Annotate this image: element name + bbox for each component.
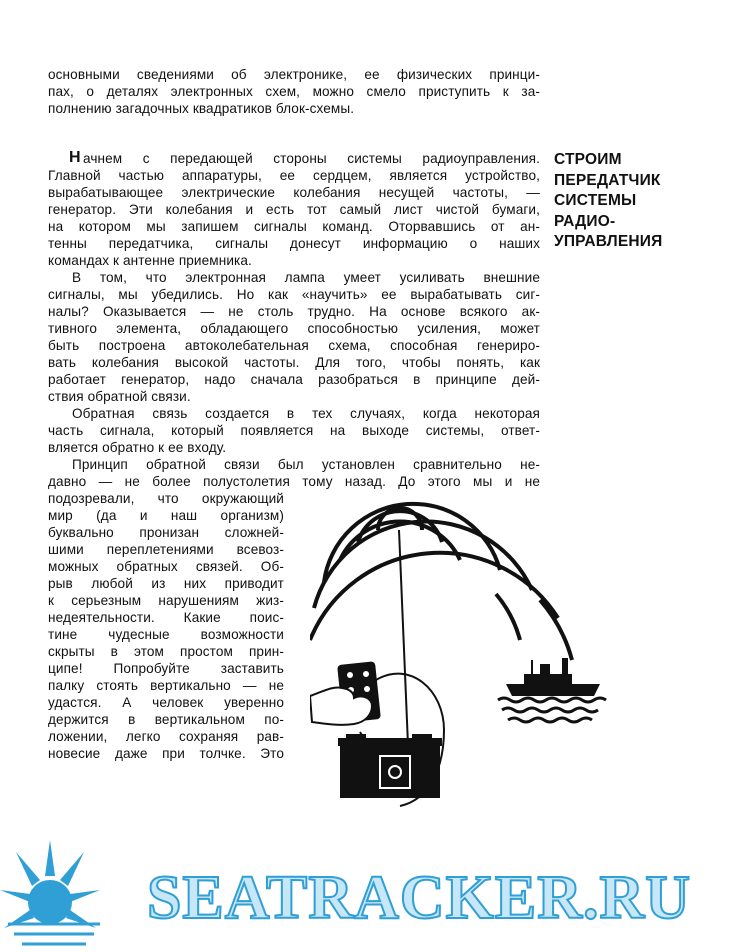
text-line: ачнем с передающей стороны системы радиоуправления. <box>83 151 540 166</box>
text-line: тивного элемента, обладающего способностью усиления, может <box>48 321 540 336</box>
antenna <box>399 530 408 745</box>
section-heading <box>554 150 694 253</box>
section-heading-line: РАДИО- <box>554 212 616 230</box>
text-line: удастся. А человек уверенно <box>48 695 284 710</box>
section-heading-line: СТРОИМ <box>554 151 622 168</box>
text-line: тине чудесные возможности <box>48 627 284 642</box>
text-line: В том, что электронная лампа умеет усиливать внешние <box>72 270 540 285</box>
text-line: налы? Оказывается — не столь трудно. На основе всякого ак- <box>48 304 540 319</box>
text-line: скрыты в этом простом прин- <box>48 644 284 659</box>
text-line: подозревали, что окружающий <box>48 491 284 506</box>
text-line: палку стоять вертикально — не <box>48 678 284 693</box>
intro-line: полнению загадочных квадратиков блок-схемы. <box>48 101 355 116</box>
text-line: часть сигнала, который появляется на выходе системы, ответ- <box>48 423 540 438</box>
radio-wave-arc <box>496 594 520 640</box>
intro-line: основными сведениями об электронике, ее физических принци- <box>48 67 540 82</box>
text-line: можных обратных связей. Об- <box>48 559 284 574</box>
text-line: мир (да и наш организм) <box>48 508 284 523</box>
text-line: Принцип обратной связи был установлен сравнительно не- <box>72 457 540 472</box>
text-line: держится в вертикальном по- <box>48 712 284 727</box>
section-heading-line: УПРАВЛЕНИЯ <box>554 233 663 250</box>
text-line: шими переплетениями всевоз- <box>48 542 284 557</box>
radio-wave-arc <box>540 600 572 660</box>
sea-waves <box>498 698 606 722</box>
text-line: быть построена автоколебательная схема, способная генериро- <box>48 338 540 353</box>
intro-line: пах, о деталях электронных схем, можно смело приступить к за- <box>48 84 540 99</box>
section-heading-line: ПЕРЕДАТЧИК <box>554 171 661 189</box>
text-line: вырабатывающее электрические колебания несущей частоты, — <box>48 185 540 200</box>
transmitter-illustration <box>310 500 620 820</box>
text-line: недеятельности. Какие поис- <box>48 610 284 625</box>
ship <box>506 658 600 696</box>
text-line: ципе! Попробуйте заставить <box>48 661 284 676</box>
section-heading-line: СИСТЕМЫ <box>554 192 637 209</box>
text-line: Обратная связь создается в тех случаях, когда некоторая <box>72 406 540 421</box>
text-line: сигналы, мы убедились. Но как «научить» ее вырабатывать сиг- <box>48 287 540 302</box>
text-line: рыв любой из них приводит <box>48 576 284 591</box>
text-line: работает генератор, надо сначала разобраться в принципе дей- <box>48 372 540 387</box>
text-line: тенны передатчика, сигналы донесут информацию о наших <box>48 236 540 251</box>
watermark-text: SEATRACKER.RU <box>146 864 692 932</box>
dropcap: Н <box>69 149 81 166</box>
text-line: новесие даже при толчке. Это <box>48 746 284 761</box>
text-line: генератор. Эти колебания и есть тот самый лист чистой бумаги, <box>48 202 540 217</box>
radio-waves <box>310 504 572 660</box>
sun-logo-icon <box>0 840 108 950</box>
transmitter-box <box>338 734 442 798</box>
text-line: Главной частью аппаратуры, ее сердцем, является устройство, <box>48 168 540 183</box>
text-line: вать колебания высокой частоты. Для того, чтобы понять, как <box>48 355 540 370</box>
text-line: к серьезным нарушениям жиз- <box>48 593 284 608</box>
text-line: ложении, легко сохраняя рав- <box>48 729 284 744</box>
text-line: давно — не более полустолетия тому назад. До этого мы и не <box>48 474 540 489</box>
text-line: вляется обратно к ее входу. <box>48 440 227 455</box>
text-line: на котором мы запишем сигналы команд. Оторвавшись от ан- <box>48 219 540 234</box>
text-line: буквально пронизан сложней- <box>48 525 284 540</box>
text-line: ствия обратной связи. <box>48 389 191 404</box>
text-line: командах к антенне приемника. <box>48 253 252 268</box>
radio-wave-arc <box>310 553 558 640</box>
